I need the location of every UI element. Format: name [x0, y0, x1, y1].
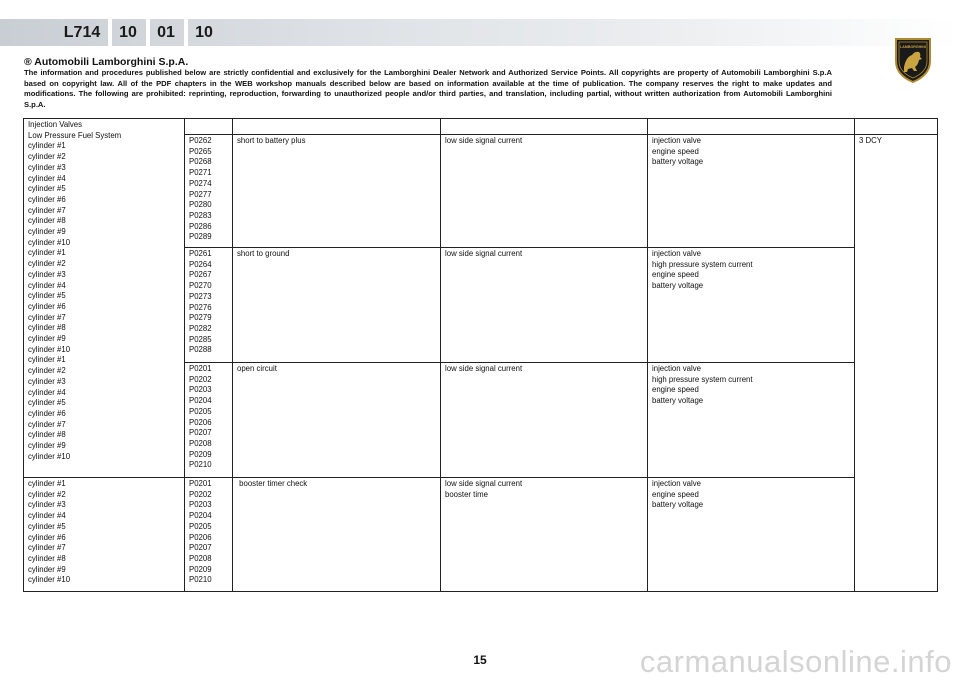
condition-item: injection valve: [652, 136, 701, 145]
cylinder-label: cylinder #4: [28, 511, 66, 521]
check-list: [445, 479, 643, 500]
fault-code: P0267: [189, 270, 212, 280]
table-row: [24, 119, 938, 135]
fault-codes-cell: [185, 478, 233, 592]
fault-code: P0283: [189, 210, 212, 220]
component-cell: [24, 119, 185, 478]
table-cell: [185, 119, 233, 135]
cylinder-label: cylinder #10: [28, 575, 71, 585]
fault-type: short to ground: [237, 249, 290, 258]
table-cell: [233, 119, 441, 135]
page-number: 15: [473, 653, 487, 667]
fault-code: P0204: [189, 511, 212, 521]
conditions-cell: [648, 135, 855, 248]
fault-codes-cell: [185, 363, 233, 478]
table-cell: [648, 119, 855, 135]
fault-code: P0206: [189, 417, 212, 427]
check-cell: [441, 135, 648, 248]
fault-code: P0261: [189, 249, 212, 258]
fault-code: P0286: [189, 221, 212, 231]
group-code: 01: [157, 24, 175, 41]
fault-code: P0210: [189, 460, 212, 470]
company-title: ® Automobili Lamborghini S.p.A.: [24, 56, 189, 68]
fault-code-list: [189, 136, 228, 243]
diagnostic-table: [23, 118, 938, 592]
header-divider: [146, 19, 150, 46]
fault-code: P0289: [189, 232, 212, 242]
fault-code: P0285: [189, 334, 212, 344]
fault-code: P0271: [189, 168, 212, 178]
cylinder-label: cylinder #7: [28, 312, 66, 322]
header-divider: [108, 19, 112, 46]
cylinder-label: cylinder #6: [28, 301, 66, 311]
fault-code: P0276: [189, 302, 212, 312]
extra-value: 3 DCY: [859, 136, 882, 145]
table-row: [24, 478, 938, 592]
condition-item: battery voltage: [652, 157, 704, 167]
check-cell: [441, 363, 648, 478]
cylinder-label: cylinder #6: [28, 532, 66, 542]
fault-type-cell: [233, 135, 441, 248]
fault-codes-cell: [185, 135, 233, 248]
cylinder-label: cylinder #6: [28, 408, 66, 418]
cylinder-label: cylinder #5: [28, 291, 66, 301]
component-cell: [24, 478, 185, 592]
conditions-list: [652, 249, 850, 292]
fault-code: P0201: [189, 364, 212, 373]
cylinder-label: cylinder #9: [28, 227, 66, 237]
fault-type: open circuit: [237, 364, 277, 373]
fault-type-cell: [233, 363, 441, 478]
fault-code: P0270: [189, 281, 212, 291]
fault-code: P0279: [189, 313, 212, 323]
fault-type: short to battery plus: [237, 136, 306, 145]
check-list: [445, 136, 643, 147]
cylinder-label: cylinder #10: [28, 451, 71, 461]
check-cell: [441, 478, 648, 592]
conditions-cell: [648, 363, 855, 478]
fault-code: P0274: [189, 178, 212, 188]
component-list: [28, 479, 180, 586]
fault-code: P0282: [189, 323, 212, 333]
fault-code: P0210: [189, 575, 212, 585]
condition-item: battery voltage: [652, 281, 704, 291]
condition-item: engine speed: [652, 385, 699, 395]
cylinder-label: cylinder #8: [28, 216, 66, 226]
cylinder-label: cylinder #3: [28, 376, 66, 386]
fault-code: P0264: [189, 259, 212, 269]
condition-item: battery voltage: [652, 396, 704, 406]
cylinder-label: cylinder #3: [28, 269, 66, 279]
fault-code: P0205: [189, 521, 212, 531]
fault-type-cell: [233, 478, 441, 592]
cylinder-label: cylinder #1: [28, 141, 66, 151]
conditions-list: [652, 479, 850, 511]
fault-code: P0202: [189, 374, 212, 384]
fault-code: P0206: [189, 532, 212, 542]
fault-code: P0262: [189, 136, 212, 145]
fault-code: P0273: [189, 291, 212, 301]
condition-item: battery voltage: [652, 500, 704, 510]
check-item: low side signal current: [445, 364, 523, 373]
cylinder-label: cylinder #1: [28, 355, 66, 365]
watermark: carmanualsonline.info: [639, 644, 952, 679]
fault-code: P0207: [189, 543, 212, 553]
cylinder-label: cylinder #8: [28, 323, 66, 333]
fault-code: P0207: [189, 428, 212, 438]
cylinder-label: cylinder #2: [28, 152, 66, 162]
svg-text:LAMBORGHINI: LAMBORGHINI: [900, 45, 926, 49]
conditions-list: [652, 136, 850, 168]
condition-item: injection valve: [652, 479, 701, 488]
conditions-list: [652, 364, 850, 407]
fault-code: P0209: [189, 564, 212, 574]
header-divider: [184, 19, 188, 46]
cylinder-label: cylinder #10: [28, 237, 71, 247]
fault-code: P0208: [189, 553, 212, 563]
fault-code: P0202: [189, 489, 212, 499]
cylinder-label: cylinder #4: [28, 387, 66, 397]
check-item: low side signal current: [445, 479, 523, 488]
fault-code: P0280: [189, 200, 212, 210]
condition-item: engine speed: [652, 489, 699, 499]
fault-code: P0204: [189, 396, 212, 406]
fault-code: P0268: [189, 157, 212, 167]
fault-code: P0277: [189, 189, 212, 199]
copyright-disclaimer: The information and procedures published below are strictly confidential and exclusively for the Lamborghini Dealer Network and Authorized Service Points. All copyrights are property of Automobili Lamborghini S.p.A based on copyright law. All of the PDF chapters in the WEB workshop manuals described below are based on information available at the time of publication. The company reserves the right to make updates and modifications. The following are prohibited: reprinting, reproduction, forwarding to unauthorized people and/or third parties, and translation, including partial, without written authorization from Automobili Lamborghini S.p.A.: [24, 68, 832, 109]
fault-code: P0201: [189, 479, 212, 488]
cylinder-label: cylinder #6: [28, 194, 66, 204]
check-list: [445, 249, 643, 260]
cylinder-label: cylinder #7: [28, 419, 66, 429]
cylinder-label: cylinder #1: [28, 479, 66, 488]
check-item: low side signal current: [445, 249, 523, 258]
cylinder-label: cylinder #8: [28, 553, 66, 563]
subgroup-code: 10: [195, 24, 213, 41]
cylinder-label: cylinder #9: [28, 564, 66, 574]
cylinder-label: cylinder #4: [28, 173, 66, 183]
condition-item: engine speed: [652, 270, 699, 280]
cylinder-label: cylinder #9: [28, 441, 66, 451]
fault-type: booster timer check: [237, 479, 308, 488]
cylinder-label: cylinder #7: [28, 205, 66, 215]
fault-type-cell: [233, 248, 441, 363]
check-item: low side signal current: [445, 136, 523, 145]
header-bar: [0, 19, 960, 46]
fault-code-list: [189, 364, 228, 471]
conditions-cell: [648, 248, 855, 363]
condition-item: injection valve: [652, 249, 701, 258]
fault-code: P0288: [189, 345, 212, 355]
fault-codes-cell: [185, 248, 233, 363]
check-list: [445, 364, 643, 375]
component-heading: Low Pressure Fuel System: [28, 130, 122, 140]
cylinder-label: cylinder #3: [28, 500, 66, 510]
lamborghini-logo: [893, 37, 933, 83]
cylinder-label: cylinder #1: [28, 248, 66, 258]
cylinder-label: cylinder #4: [28, 280, 66, 290]
fault-code: P0209: [189, 449, 212, 459]
fault-code-list: [189, 249, 228, 356]
cylinder-label: cylinder #5: [28, 521, 66, 531]
cylinder-label: cylinder #8: [28, 430, 66, 440]
fault-code-list: [189, 479, 228, 586]
cylinder-label: cylinder #2: [28, 489, 66, 499]
condition-item: injection valve: [652, 364, 701, 373]
fault-code: P0208: [189, 438, 212, 448]
component-list: [28, 120, 180, 463]
cylinder-label: cylinder #2: [28, 259, 66, 269]
fault-code: P0265: [189, 146, 212, 156]
fault-code: P0205: [189, 406, 212, 416]
cylinder-label: cylinder #5: [28, 184, 66, 194]
condition-item: high pressure system current: [652, 259, 753, 269]
cylinder-label: cylinder #2: [28, 366, 66, 376]
check-cell: [441, 248, 648, 363]
condition-item: engine speed: [652, 146, 699, 156]
fault-code: P0203: [189, 500, 212, 510]
condition-item: high pressure system current: [652, 374, 753, 384]
section-code: 10: [119, 24, 137, 41]
check-item: booster time: [445, 489, 488, 499]
extra-cell: [855, 135, 938, 592]
cylinder-label: cylinder #5: [28, 398, 66, 408]
component-heading: Injection Valves: [28, 120, 83, 129]
cylinder-label: cylinder #3: [28, 162, 66, 172]
conditions-cell: [648, 478, 855, 592]
fault-code: P0203: [189, 385, 212, 395]
cylinder-label: cylinder #7: [28, 543, 66, 553]
model-code: L714: [63, 24, 101, 41]
cylinder-label: cylinder #10: [28, 344, 71, 354]
table-cell: [441, 119, 648, 135]
table-cell: [855, 119, 938, 135]
cylinder-label: cylinder #9: [28, 334, 66, 344]
